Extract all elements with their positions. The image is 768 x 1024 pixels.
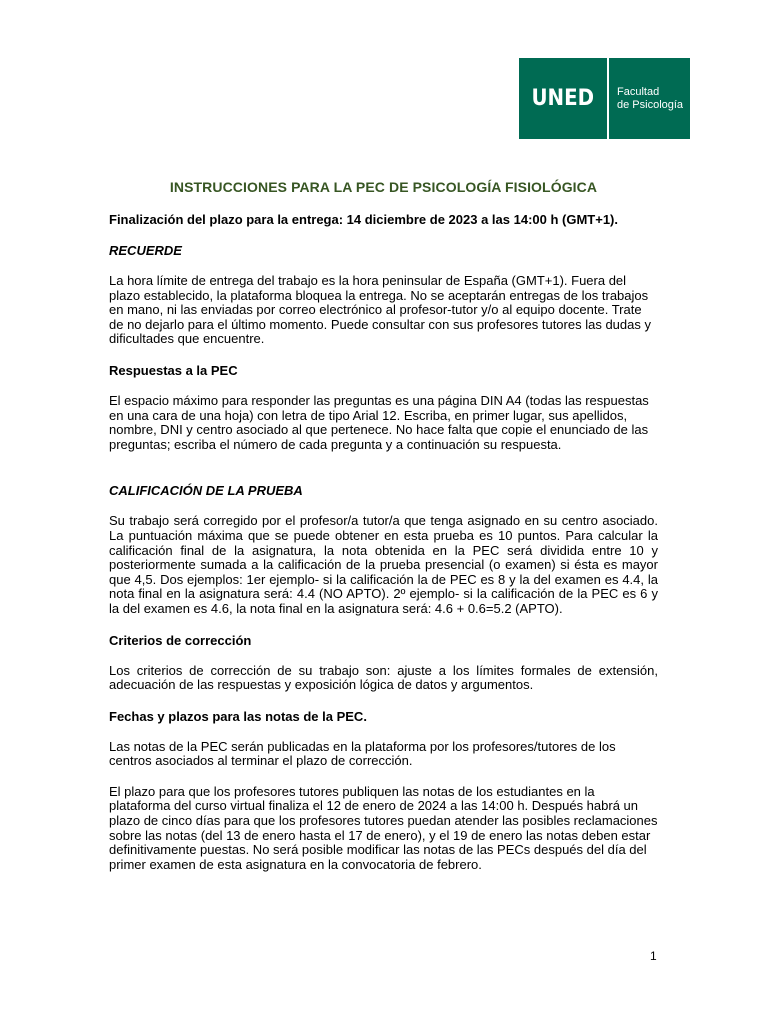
criterios-paragraph: Los criterios de corrección de su trabajo son: ajuste a los límites formales de extensión, adecuación de las respuestas y exposición lógica de datos y argumentos. <box>109 662 658 693</box>
respuestas-heading: Respuestas a la PEC <box>109 362 238 378</box>
page-number: 1 <box>650 949 657 963</box>
criterios-heading: Criterios de corrección <box>109 632 252 648</box>
calificacion-paragraph: Su trabajo será corregido por el profesor/a tutor/a que tenga asignado en su centro asociado. La puntuación máxima que se puede obtener en esta prueba es 10 puntos. Para calcular la calificación final de la asignatura, la nota obtenida en la PEC será dividida entre 10 y posteriormente sumada a la calificación de la prueba presencial (o examen) si ésta es mayor que 4,5. Dos ejemplos: 1er ejemplo- si la calificación la de PEC es 8 y la del examen es 4.4, la nota final en la asignatura será: 4.4 (NO APTO). 2º ejemplo- si la calificación de la PEC es 6 y la del examen es 4.6, la nota final en la asignatura será: 4.6 + 0.6=5.2 (APTO). <box>109 513 658 616</box>
faculty-line-1: Facultad <box>617 85 660 98</box>
fechas-paragraph-1: Las notas de la PEC serán publicadas en la plataforma por los profesores/tutores de los centros asociados al terminar el plazo de corrección. <box>109 738 616 769</box>
calificacion-heading: CALIFICACIÓN DE LA PRUEBA <box>109 483 303 499</box>
document-body <box>109 179 658 872</box>
recuerde-heading: RECUERDE <box>109 243 182 258</box>
deadline-notice: Finalización del plazo para la entrega: 14 diciembre de 2023 a las 14:00 h (GMT+1). <box>109 212 618 227</box>
uned-wordmark: UNED <box>531 86 595 111</box>
faculty-name-block <box>609 58 690 139</box>
recuerde-paragraph: La hora límite de entrega del trabajo es la hora peninsular de España (GMT+1). Fuera del plazo establecido, la plataforma bloquea la entrega. No se aceptarán entregas de los trabajos en mano, ni las enviadas por correo electrónico al profesor-tutor y/o al equipo docente. Trate de no dejarlo para el último momento. Puede consultar con sus profesores tutores las dudas y dificultades que encuentre. <box>109 273 651 347</box>
uned-wordmark-block <box>519 58 607 139</box>
document-title: INSTRUCCIONES PARA LA PEC DE PSICOLOGÍA FISIOLÓGICA <box>169 179 598 195</box>
faculty-line-2: de Psicología <box>617 98 684 111</box>
uned-psicologia-logo <box>519 58 690 139</box>
fechas-heading: Fechas y plazos para las notas de la PEC. <box>109 708 367 724</box>
respuestas-paragraph: El espacio máximo para responder las preguntas es una página DIN A4 (todas las respuestas en una cara de una hoja) con letra de tipo Arial 12. Escriba, en primer lugar, sus apellidos, nombre, DNI y centro asociado al que pertenece. No hace falta que copie el enunciado de las preguntas; escriba el número de cada pregunta y a continuación su respuesta. <box>109 392 649 452</box>
fechas-paragraph-2: El plazo para que los profesores tutores publiquen las notas de los estudiantes en la plataforma del curso virtual finaliza el 12 de enero de 2024 a las 14:00 h. Después habrá un plazo de cinco días para que los profesores tutores puedan atender las posibles reclamaciones sobre las notas (del 13 de enero hasta el 17 de enero), y el 19 de enero las notas deben estar definitivamente puestas. No será posible modificar las notas de las PECs después del día del primer examen de esta asignatura en la convocatoria de febrero. <box>109 783 658 872</box>
